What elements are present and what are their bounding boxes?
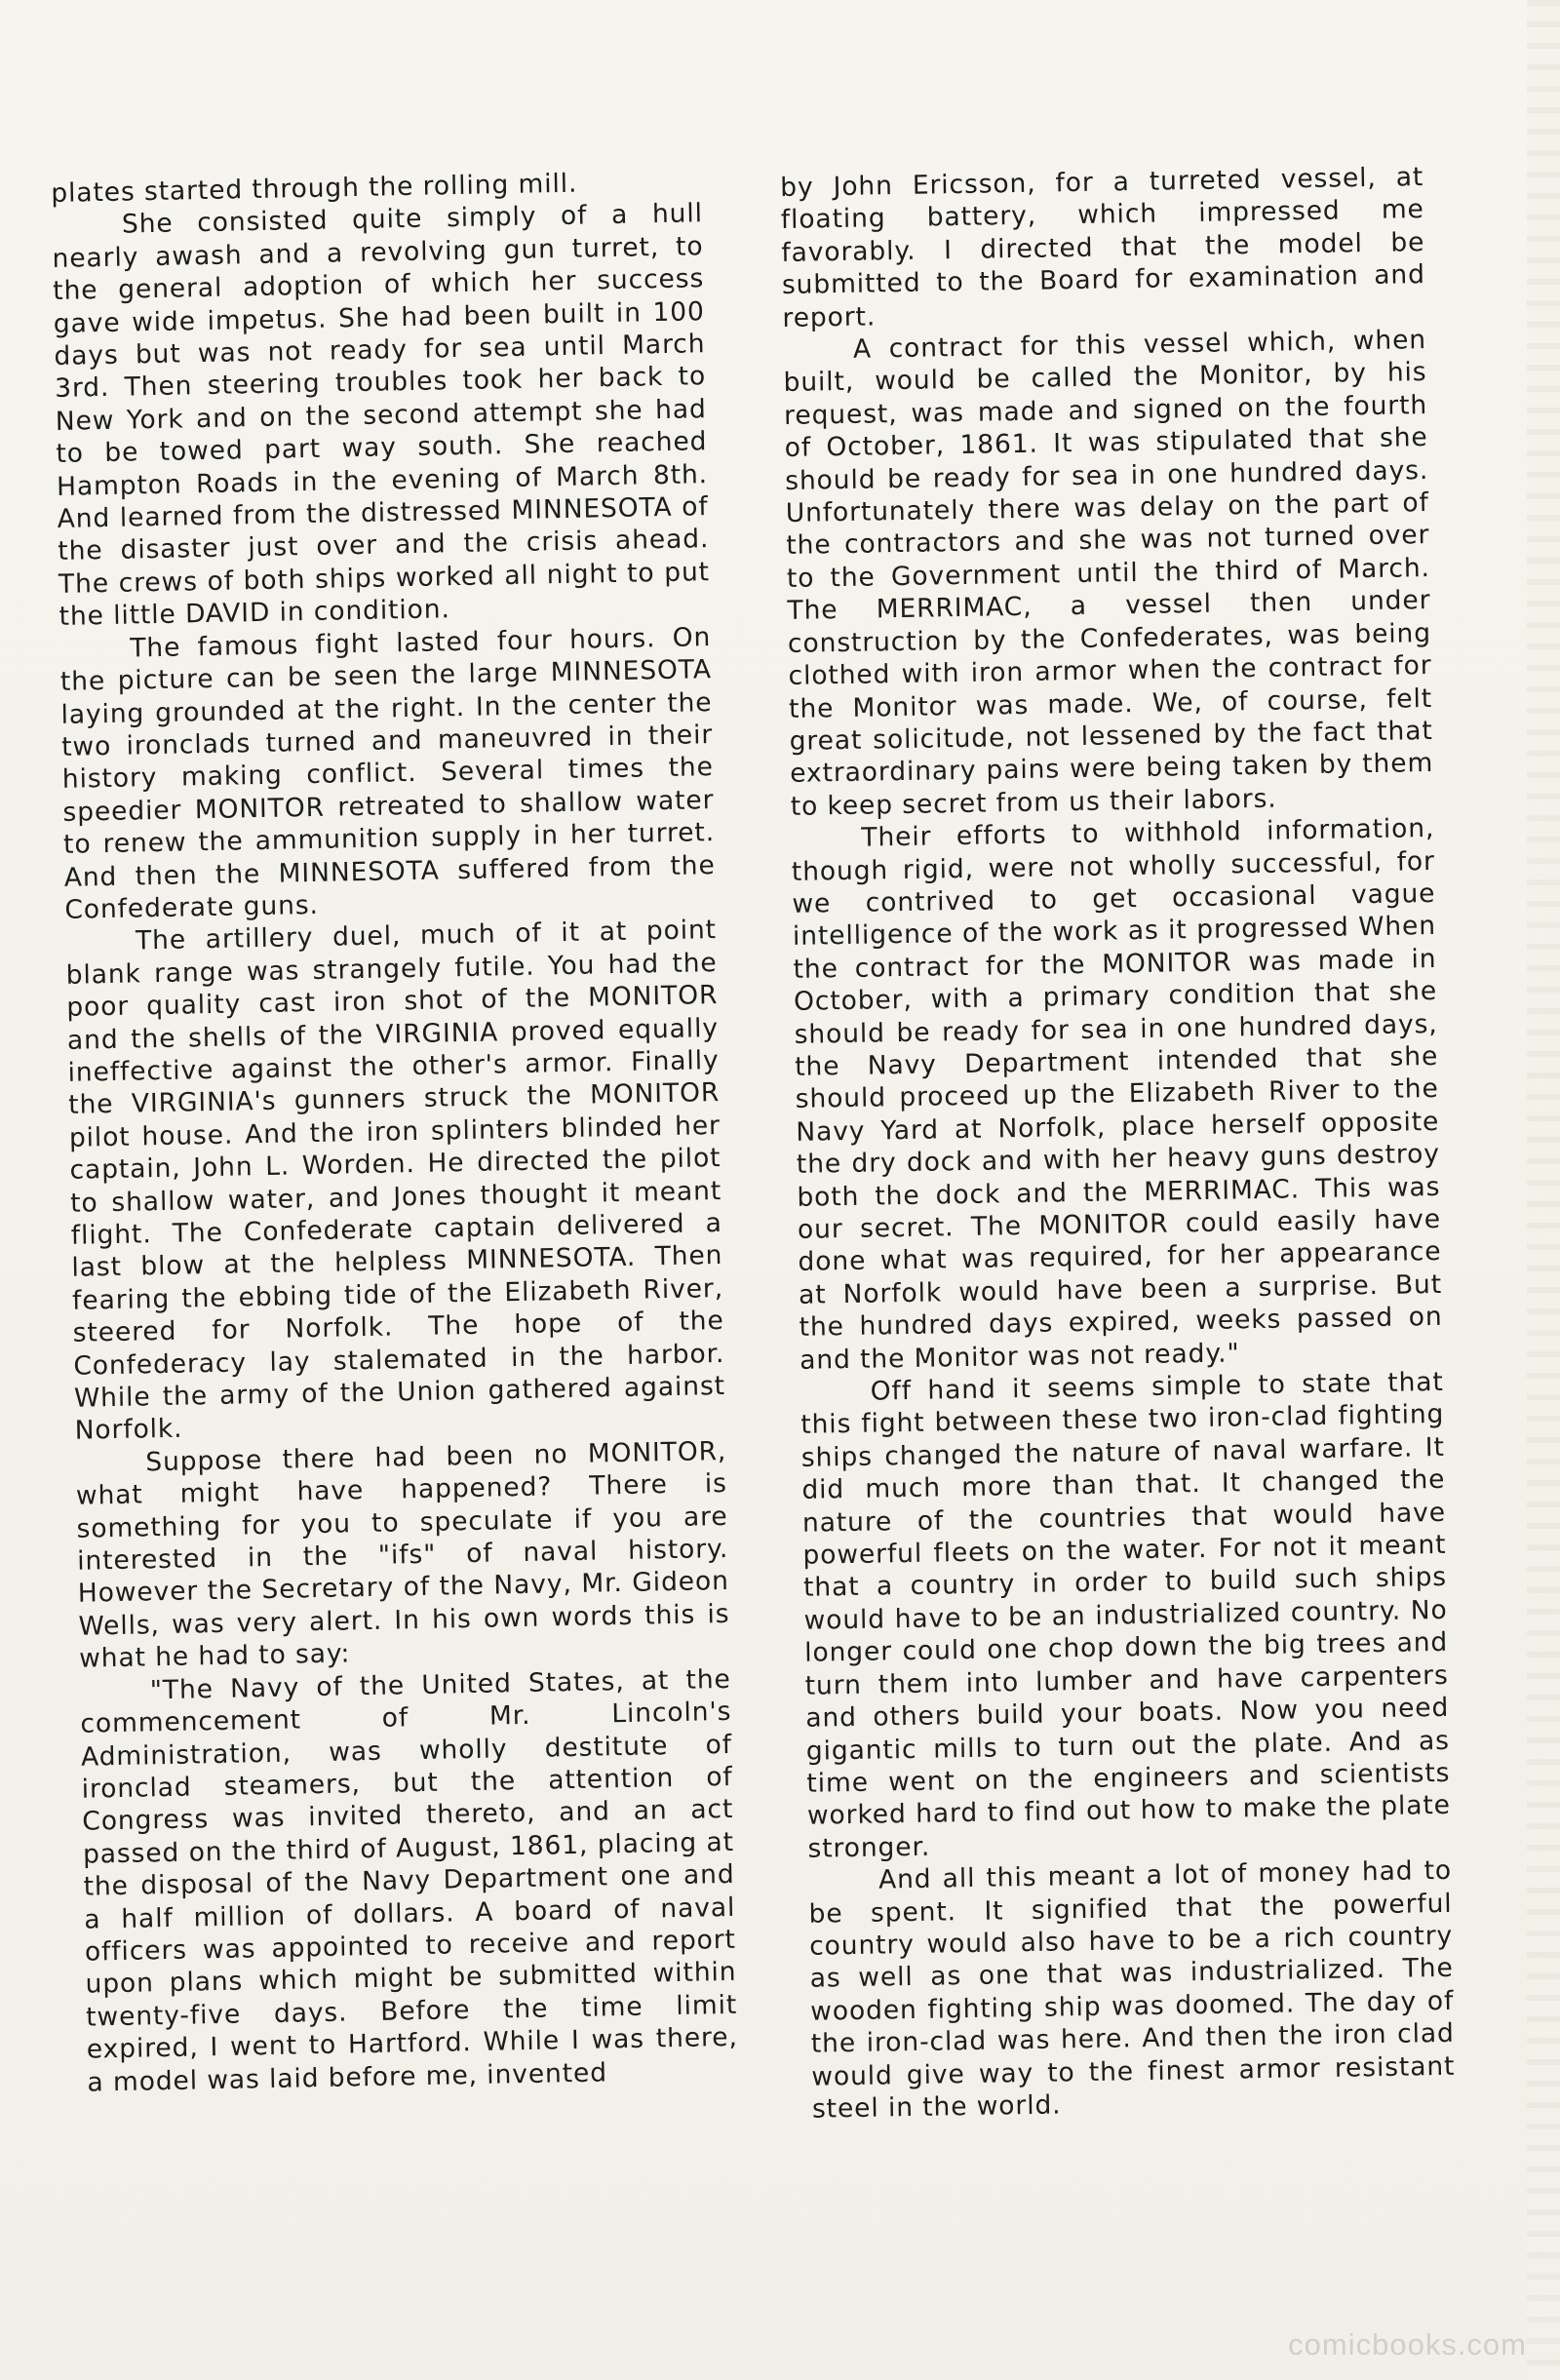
paragraph: The famous fight lasted four hours. On the picture can be seen the large MINNESOTA laying grounded at the right. In the center the two ironclads turned and maneuvred in their history making conflict. Several times the speedier MONITOR retreated to shallow water to renew the ammunition supply in her turret. And then the MINNESOTA suffered from the Confederate guns. bbox=[59, 621, 716, 925]
page-edge bbox=[1527, 0, 1560, 2380]
paragraph: by John Ericsson, for a turreted vessel, at floating battery, which impressed me favorably. I directed that the model be submitted to the Board for examination and report. bbox=[780, 162, 1426, 333]
paragraph: Suppose there had been no MONITOR, what might have happened? There is something for you to speculate if you are interested in the "ifs" of naval history. However the Secretary of the Navy, Mr. Gideon Wells, was very alert. In his own words this is what he had to say: bbox=[75, 1435, 730, 1674]
paragraph: And all this meant a lot of money had to be spent. It signified that the powerful country would also have to be a rich country as well as one that was industrialized. The wooden fighting ship was doomed. The day of the iron-clad was here. And then the iron clad would give way to the finest armor resistant steel in the world. bbox=[808, 1854, 1456, 2125]
paragraph: Off hand it seems simple to state that this fight between these two iron-clad fighting ships changed the nature of naval warfare. It did much more than that. It changed the nature of the countries that would have powerful fleets on the water. For not it meant that a country in order to build such ships would have to be an industrialized country. No longer could one chop down the big trees and turn them into lumber and have carpenters and others build your boats. Now you need gigantic mills to turn out the plate. And as time went on the engineers and scientists worked hard to find out how to make the plate stronger. bbox=[800, 1366, 1452, 1864]
paragraph: The artillery duel, much of it at point blank range was strangely futile. You had the poor quality cast iron shot of the MONITOR and the shells of the VIRGINIA proved equally ineffective against the other's armor. Finally the VIRGINIA's gunners struck the MONITOR pilot house. And the iron splinters blinded her captain, John L. Worden. He directed the pilot to shallow water, and Jones thought it meant flight. The Confederate captain delivered a last blow at the helpless MINNESOTA. Then fearing the ebbing tide of the Elizabeth River, steered for Norfolk. The hope of the Confederacy lay stalemated in the harbor. While the army of the Union gathered against Norfolk. bbox=[65, 915, 726, 1447]
watermark: comicbooks.com bbox=[1288, 2327, 1527, 2361]
left-text-column bbox=[51, 165, 739, 2098]
paragraph: Their efforts to withhold information, though rigid, were not wholly successful, for we contrived to get occasional vague intelligence of the work as it progressed When the contract for the MONITOR was made in October, with a primary condition that she should be ready for sea in one hundred days, the Navy Department intended that she should proceed up the Elizabeth River to the Navy Yard at Norfolk, place herself opposite the dry dock and with her heavy guns destroy both the dock and the MERRIMAC. This was our secret. The MONITOR could easily have done what was required, for her appearance at Norfolk would have been a surprise. But the hundred days expired, weeks passed on and the Monitor was not ready." bbox=[791, 813, 1443, 1376]
paragraph: She consisted quite simply of a hull nearly awash and a revolving gun turret, to the general adoption of which her success gave wide impetus. She had been built in 100 days but was not ready for sea until March 3rd. Then steering troubles took her back to New York and on the second attempt she had to be towed part way south. She reached Hampton Roads in the evening of March 8th. And learned from the distressed MINNESOTA of the disaster just over and the crisis ahead. The crews of both ships worked all night to put the little DAVID in condition. bbox=[52, 198, 711, 633]
paragraph: plates started through the rolling mill. bbox=[51, 168, 578, 209]
right-text-column bbox=[780, 161, 1456, 2126]
paragraph: A contract for this vessel which, when built, would be called the Monitor, by his request, was made and signed on the fourth of October, 1861. It was stipulated that she should be ready for sea in one hundred days. Unfortunately there was delay on the part of the contractors and she was not turned over to the Government until the third of March. The MERRIMAC, a vessel then under construction by the Confederates, was being clothed with iron armor when the contract for the Monitor was made. We, of course, felt great solicitude, not lessened by the fact that extraordinary pains were being taken by them to keep secret from us their labors. bbox=[783, 325, 1434, 822]
quote-paragraph: "The Navy of the United States, at the commencement of Mr. Lincoln's Administration, was wholly destitute of ironclad steamers, but the attention of Congress was invited thereto, and an act passed on the third of August, 1861, placing at the disposal of the Navy Department one and a half million of dollars. A board of naval officers was appointed to receive and report upon plans which might be submitted within twenty-five days. Before the time limit expired, I went to Hartford. While I was there, a model was laid before me, invented bbox=[80, 1663, 739, 2098]
